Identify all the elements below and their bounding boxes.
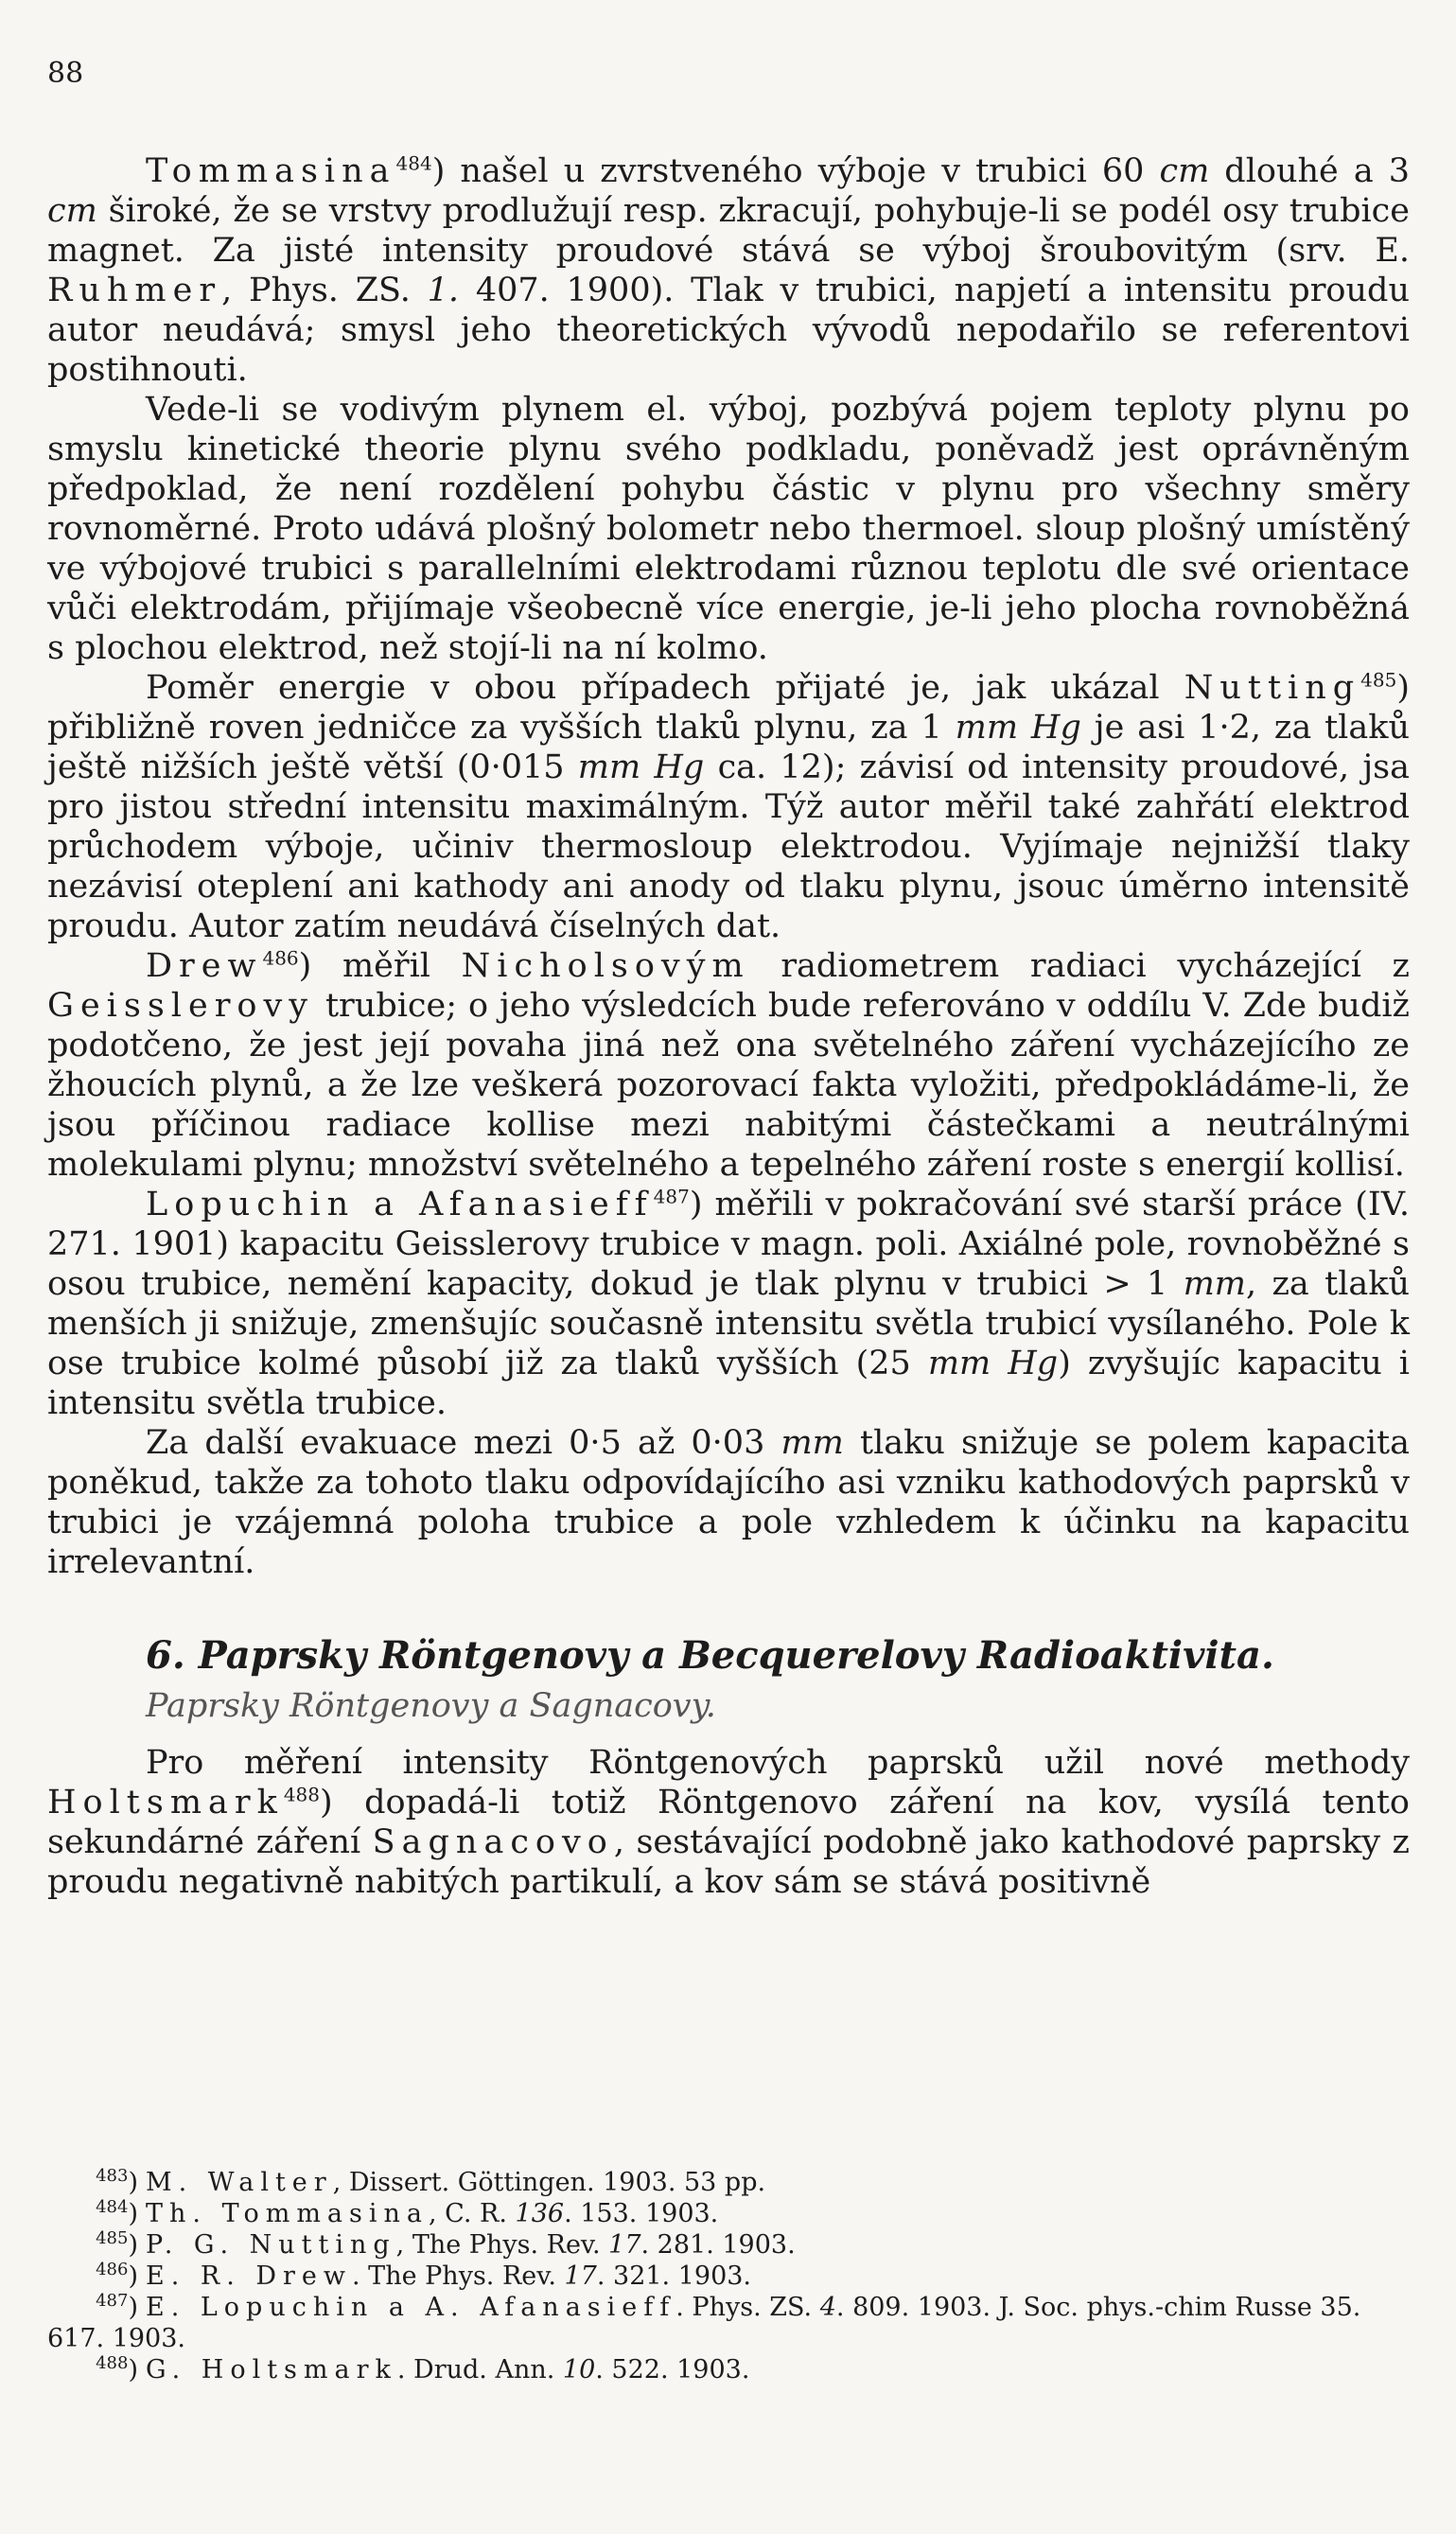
section-title: 6. Paprsky Röntgenovy a Becquerelovy Radioaktivita. xyxy=(146,1633,1274,1678)
footnotes xyxy=(47,2167,1410,2385)
paragraph-tommasina: Tommasina$^{484}$) našel u zvrstveného výboje v trubici 60 cm dlouhé a 3 cm široké, že se vrstvy prodlužují resp. zkracují, pohybuje-li se podél osy trubice magnet. Za jisté intensity proudové stává se výboj šroubovitým (srv. E. Ruhmer, Phys. ZS. 1. 407. 1900). Tlak v trubici, napjetí a intensitu proudu autor neudává; smysl jeho theoretických vývodů nepodařilo se referentovi postihnouti. xyxy=(47,151,1410,389)
paragraph-gas-temperature: Vede-li se vodivým plynem el. výboj, pozbývá pojem teploty plynu po smyslu kinetické theorie plynu svého podkladu, poněvadž jest oprávněným předpoklad, že není rozdělení pohybu částic v plynu pro všechny směry rovnoměrné. Proto udává plošný bolometr nebo thermoel. sloup plošný umístěný ve výbojové trubici s parallelními elektrodami různou teplotu dle své orientace vůči elektrodám, přijímaje všeobecně více energie, je-li jeho plocha rovnoběžná s plochou elektrod, než stojí-li na ní kolmo. xyxy=(47,391,1410,667)
paragraph-drew: Drew$^{486}$) měřil Nicholsovým radiometrem radiaci vycházející z Geisslerovy trubice; o jeho výsledcích bude referováno v oddílu V. Zde budiž podotčeno, že jest její povaha jiná než ona světelného záření vycházejícího ze žhoucích plynů, a že lze veškerá pozorovací fakta vyložiti, předpokládáme-li, že jsou příčinou radiace kollise mezi nabitými částečkami a neutrálnými molekulami plynu; množství světelného a tepelného záření roste s energií kollisí. xyxy=(47,946,1410,1184)
paragraph-evakuace: Za další evakuace mezi 0·5 až 0·03 mm tlaku snižuje se polem kapacita poněkud, takže za tohoto tlaku odpovídajícího asi vzniku kathodových paprsků v trubici je vzájemná poloha trubice a pole vzhledem k účinku na kapacitu irrelevantní. xyxy=(47,1424,1410,1581)
footnote: $^{488}$) G. Holtsmark. Drud. Ann. 10. 522. 1903. xyxy=(96,2353,750,2384)
paragraph-nutting: Poměr energie v obou případech přijaté je, jak ukázal Nutting$^{485}$) přibližně roven jedničce za vyšších tlaků plynu, za 1 mm Hg je asi 1·2, za tlaků ještě nižších ještě větší (0·015 mm Hg ca. 12); závisí od intensity proudové, jsa pro jistou střední intensitu maximálným. Týž autor měřil také zahřátí elektrod průchodem výboje, učiniv thermosloup elektrodou. Vyjímaje nejnižší tlaky nezávisí oteplení ani kathody ani anody od tlaku plynu, jsouc úměrno intensitě proudu. Autor zatím neudává číselných dat. xyxy=(47,668,1410,945)
subsection-title: Paprsky Röntgenovy a Sagnacovy. xyxy=(146,1687,716,1725)
footnote: $^{485}$) P. G. Nutting, The Phys. Rev. 17. 281. 1903. xyxy=(96,2228,796,2260)
paragraph-holtsmark: Pro měření intensity Röntgenových paprsků užil nové methody Holtsmark$^{488}$) dopadá-li totiž Röntgenovo záření na kov, vysílá tento sekundárné záření Sagnacovo, sestávající podobně jako kathodové paprsky z proudu negativně nabitých partikulí, a kov sám se stává positivně xyxy=(47,1744,1411,1901)
paragraph-lopuchin: Lopuchin a Afanasieff$^{487}$) měřili v pokračování své starší práce (IV. 271. 1901) kapacitu Geisslerovy trubice v magn. poli. Axiálné pole, rovnoběžné s osou trubice, nemění kapacity, dokud je tlak plynu v trubici > 1 mm, za tlaků menších ji snižuje, zmenšujíc současně intensitu světla trubicí vysílaného. Pole k ose trubice kolmé působí již za tlaků vyšších (25 mm Hg) zvyšujíc kapacitu i intensitu světla trubice. xyxy=(47,1185,1410,1422)
footnote: $^{484}$) Th. Tommasina, C. R. 136. 153. 1903. xyxy=(96,2197,719,2228)
page-number: 88 xyxy=(47,57,84,90)
footnote: $^{486}$) E. R. Drew. The Phys. Rev. 17. 321. 1903. xyxy=(96,2260,752,2291)
footnote: $^{487}$) E. Lopuchin a A. Afanasieff. Phys. ZS. 4. 809. 1903. J. Soc. phys.-chim Russe 35. 617. 1903. xyxy=(47,2291,1361,2353)
footnote: $^{483}$) M. Walter, Dissert. Göttingen. 1903. 53 pp. xyxy=(96,2166,766,2197)
main-text xyxy=(47,151,1410,1902)
